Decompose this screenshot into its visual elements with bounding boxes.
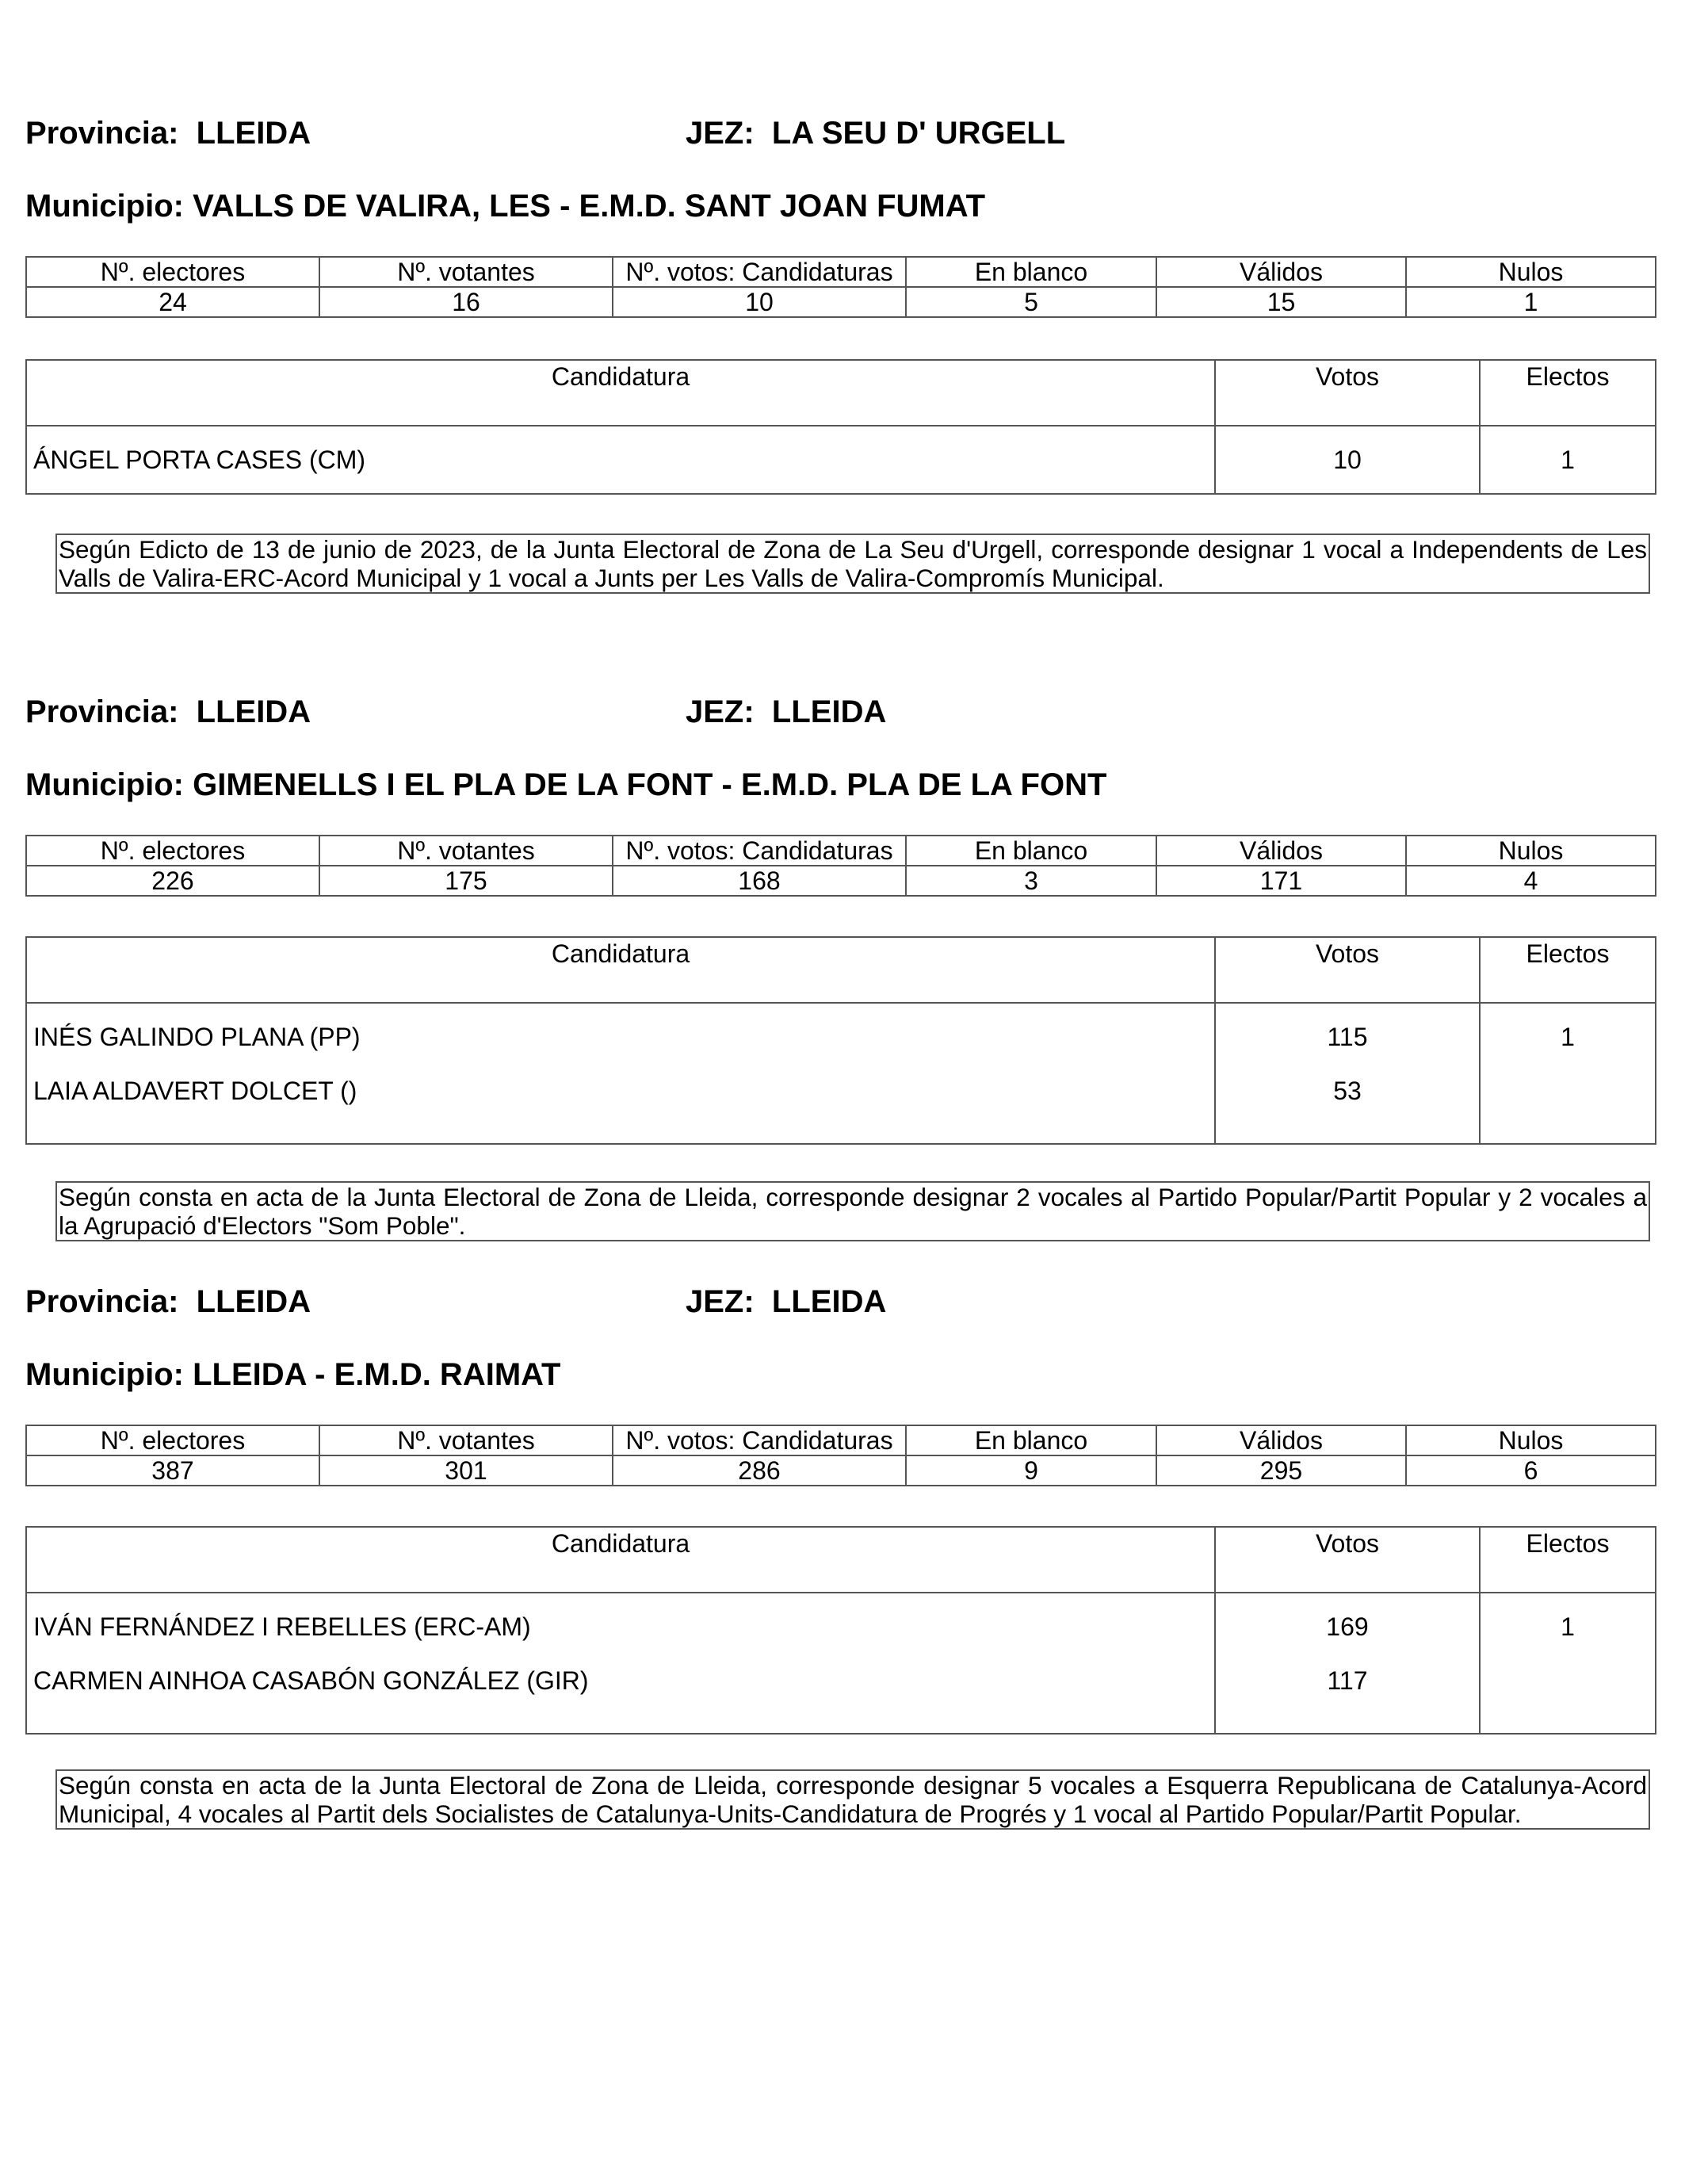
stats-value-row [26,287,1656,317]
col-candidatura: Candidatura [26,360,1215,426]
jez-heading: JEZ: LLEIDA [686,1284,887,1319]
candidate-name: LAIA ALDAVERT DOLCET () [26,1070,1215,1144]
col-votos: Votos [1215,1527,1480,1593]
candidate-votos: 169 [1215,1593,1480,1660]
col-electores: Nº. electores [26,257,319,287]
col-votos: Votos [1215,937,1480,1003]
col-validos: Válidos [1156,836,1406,866]
col-votantes: Nº. votantes [319,1425,613,1455]
val-en-blanco: 9 [906,1455,1156,1486]
candidate-votos: 53 [1215,1070,1480,1144]
note-box: Según Edicto de 13 de junio de 2023, de la Junta Electoral de Zona de La Seu d'Urgell, corresponde designar 1 vocal a Independents de Les Valls de Valira-ERC-Acord Municipal y 1 vocal a Junts per Les Valls de Valira-Compromís Municipal. [55,534,1650,594]
val-validos: 295 [1156,1455,1406,1486]
col-candidatura: Candidatura [26,937,1215,1003]
col-validos: Válidos [1156,257,1406,287]
val-votantes: 16 [319,287,613,317]
val-validos: 171 [1156,866,1406,896]
stats-header-row [26,836,1656,866]
val-electores: 24 [26,287,319,317]
municipio-heading: Municipio: LLEIDA - E.M.D. RAIMAT [25,1357,561,1392]
table-row [26,1070,1656,1144]
provincia-line [25,116,1655,155]
col-electos: Electos [1480,1527,1656,1593]
stats-table [25,835,1656,897]
stats-header-row [26,257,1656,287]
candidates-table-wrapper [25,359,1655,495]
candidate-name: ÁNGEL PORTA CASES (CM) [26,426,1215,494]
col-electores: Nº. electores [26,836,319,866]
col-electos: Electos [1480,360,1656,426]
jez-heading: JEZ: LLEIDA [686,694,887,729]
col-votos-candidaturas: Nº. votos: Candidaturas [613,257,906,287]
candidates-table-wrapper [25,936,1655,1145]
col-votos-candidaturas: Nº. votos: Candidaturas [613,836,906,866]
stats-table [25,1425,1656,1486]
municipio-heading: Municipio: GIMENELLS I EL PLA DE LA FONT - E.M.D. PLA DE LA FONT [25,767,1107,802]
candidates-table [25,1526,1656,1735]
col-nulos: Nulos [1406,1425,1656,1455]
col-votos: Votos [1215,360,1480,426]
provincia-line [25,694,1655,734]
table-row [26,1660,1656,1734]
candidate-votos: 117 [1215,1660,1480,1734]
stats-table-wrapper [25,1425,1655,1486]
section-header-2 [25,1284,1655,1324]
table-row [26,1593,1656,1660]
stats-table-wrapper [25,835,1655,897]
val-electores: 226 [26,866,319,896]
candidates-header-row [26,360,1656,426]
col-en-blanco: En blanco [906,836,1156,866]
col-votantes: Nº. votantes [319,836,613,866]
stats-value-row [26,866,1656,896]
section-header-0 [25,116,1655,155]
stats-value-row [26,1455,1656,1486]
val-validos: 15 [1156,287,1406,317]
candidate-electos: 1 [1480,1593,1656,1660]
col-en-blanco: En blanco [906,257,1156,287]
col-electores: Nº. electores [26,1425,319,1455]
candidate-electos [1480,1660,1656,1734]
col-validos: Válidos [1156,1425,1406,1455]
note-box: Según consta en acta de la Junta Electoral de Zona de Lleida, corresponde designar 2 vocales al Partido Popular/Partit Popular y 2 vocales a la Agrupació d'Electors "Som Poble". [55,1181,1650,1241]
section-header-1 [25,694,1655,734]
col-electos: Electos [1480,937,1656,1003]
candidate-name: INÉS GALINDO PLANA (PP) [26,1003,1215,1070]
note-box: Según consta en acta de la Junta Electoral de Zona de Lleida, corresponde designar 5 vocales a Esquerra Republicana de Catalunya-Acord Municipal, 4 vocales al Partit dels Socialistes de Catalunya-Units-Candidatura de Progrés y 1 vocal al Partido Popular/Partit Popular. [55,1769,1650,1830]
col-votantes: Nº. votantes [319,257,613,287]
provincia-line [25,1284,1655,1324]
val-votantes: 175 [319,866,613,896]
col-votos-candidaturas: Nº. votos: Candidaturas [613,1425,906,1455]
val-votos-candidaturas: 10 [613,287,906,317]
candidates-header-row [26,1527,1656,1593]
val-electores: 387 [26,1455,319,1486]
val-en-blanco: 3 [906,866,1156,896]
candidates-header-row [26,937,1656,1003]
val-votos-candidaturas: 286 [613,1455,906,1486]
val-votantes: 301 [319,1455,613,1486]
candidates-table [25,359,1656,495]
col-candidatura: Candidatura [26,1527,1215,1593]
jez-heading: JEZ: LA SEU D' URGELL [686,116,1066,151]
col-nulos: Nulos [1406,836,1656,866]
stats-table [25,256,1656,318]
col-en-blanco: En blanco [906,1425,1156,1455]
candidate-name: CARMEN AINHOA CASABÓN GONZÁLEZ (GIR) [26,1660,1215,1734]
provincia-heading: Provincia: LLEIDA [25,694,311,729]
stats-header-row [26,1425,1656,1455]
val-votos-candidaturas: 168 [613,866,906,896]
stats-table-wrapper [25,256,1655,318]
municipio-heading: Municipio: VALLS DE VALIRA, LES - E.M.D. SANT JOAN FUMAT [25,189,986,224]
candidate-name: IVÁN FERNÁNDEZ I REBELLES (ERC-AM) [26,1593,1215,1660]
table-row [26,1003,1656,1070]
table-row [26,426,1656,494]
val-en-blanco: 5 [906,287,1156,317]
provincia-heading: Provincia: LLEIDA [25,1284,311,1319]
val-nulos: 4 [1406,866,1656,896]
candidates-table [25,936,1656,1145]
candidate-votos: 115 [1215,1003,1480,1070]
col-nulos: Nulos [1406,257,1656,287]
val-nulos: 1 [1406,287,1656,317]
val-nulos: 6 [1406,1455,1656,1486]
candidate-electos [1480,1070,1656,1144]
candidate-votos: 10 [1215,426,1480,494]
candidate-electos: 1 [1480,1003,1656,1070]
candidate-electos: 1 [1480,426,1656,494]
candidates-table-wrapper [25,1526,1655,1735]
provincia-heading: Provincia: LLEIDA [25,116,311,151]
